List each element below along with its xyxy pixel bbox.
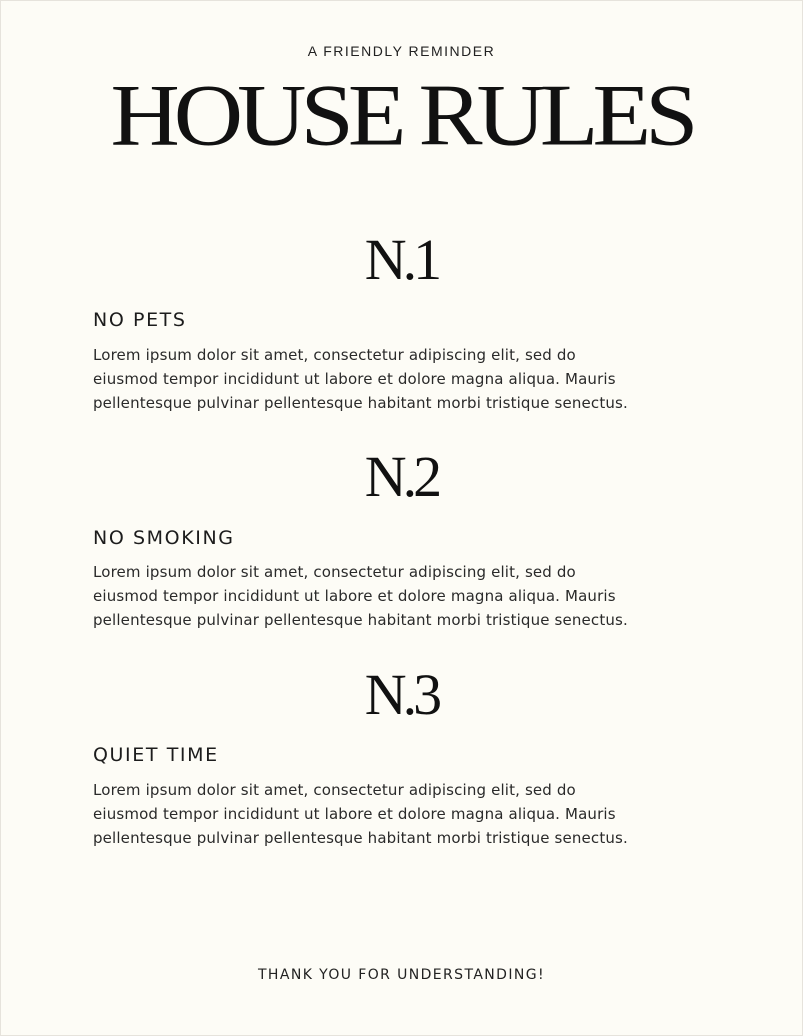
rule-number: N.1 <box>364 227 439 292</box>
rule-description <box>93 778 733 850</box>
rule-description-line: Lorem ipsum dolor sit amet, consectetur adipiscing elit, sed do <box>93 563 576 581</box>
rule-description <box>93 343 733 415</box>
rule-description-line: Lorem ipsum dolor sit amet, consectetur adipiscing elit, sed do <box>93 346 576 364</box>
rule-description-line: eiusmod tempor incididunt ut labore et dolore magna aliqua. Mauris <box>93 805 616 823</box>
reminder-kicker: A FRIENDLY REMINDER <box>307 43 496 59</box>
rule-description-line: Lorem ipsum dolor sit amet, consectetur adipiscing elit, sed do <box>93 781 576 799</box>
rule-heading: QUIET TIME <box>93 744 219 766</box>
rule-description-line: pellentesque pulvinar pellentesque habitant morbi tristique senectus. <box>93 829 628 847</box>
page-title: HOUSE RULES <box>110 65 693 164</box>
rule-description <box>93 560 733 632</box>
rule-description-line: eiusmod tempor incididunt ut labore et dolore magna aliqua. Mauris <box>93 587 616 605</box>
rule-number: N.3 <box>364 662 439 727</box>
rule-heading: NO SMOKING <box>93 527 235 549</box>
rule-description-line: pellentesque pulvinar pellentesque habitant morbi tristique senectus. <box>93 611 628 629</box>
rule-number: N.2 <box>364 444 439 509</box>
rule-description-line: eiusmod tempor incididunt ut labore et dolore magna aliqua. Mauris <box>93 370 616 388</box>
rule-description-line: pellentesque pulvinar pellentesque habitant morbi tristique senectus. <box>93 394 628 412</box>
thank-you-footer: THANK YOU FOR UNDERSTANDING! <box>257 967 546 983</box>
rule-heading: NO PETS <box>93 309 187 331</box>
